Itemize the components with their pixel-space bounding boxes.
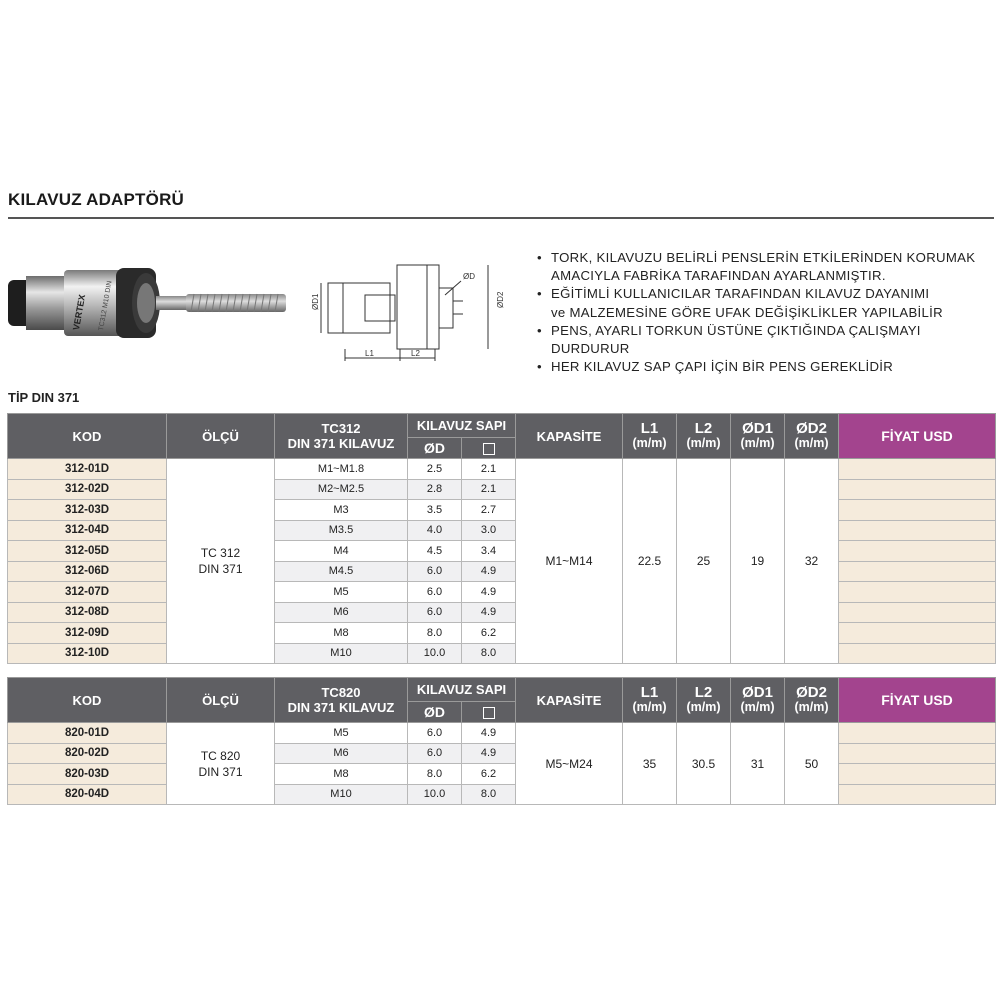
- cell-price: [839, 459, 996, 480]
- table-row: [8, 602, 996, 623]
- table-row: [8, 743, 996, 764]
- header-kod: KOD: [8, 678, 167, 723]
- table-row: [8, 500, 996, 521]
- cell-price: [839, 520, 996, 541]
- cell-kod: 820-03D: [8, 764, 167, 785]
- header-kapasite: KAPASİTE: [516, 678, 623, 723]
- header-fiyat: FİYAT USD: [839, 678, 996, 723]
- cell-square: 4.9: [462, 582, 516, 603]
- cell-price: [839, 643, 996, 664]
- header-od: ØD: [408, 702, 462, 723]
- spec-table-tc820: [7, 677, 996, 805]
- header-tc: TC312 DIN 371 KILAVUZ: [275, 414, 408, 459]
- square-shank-icon: [462, 438, 516, 459]
- table-row: [8, 541, 996, 562]
- note-item: • TORK, KILAVUZU BELİRLİ PENSLERİN ETKİLERİNDEN KORUMAK AMACIYLA FABRİKA TARAFINDAN AYARLANMIŞTIR.: [537, 250, 976, 284]
- table-row: [8, 643, 996, 664]
- cell-od: 10.0: [408, 784, 462, 805]
- cell-square: 2.1: [462, 459, 516, 480]
- cell-od: 8.0: [408, 764, 462, 785]
- header-fiyat: FİYAT USD: [839, 414, 996, 459]
- cell-square: 8.0: [462, 784, 516, 805]
- header-od1: ØD1 (m/m): [731, 678, 785, 723]
- table-row: [8, 479, 996, 500]
- header-kapasite: KAPASİTE: [516, 414, 623, 459]
- brand-engraving: VERTEX: [71, 293, 88, 331]
- cell-square: 4.9: [462, 723, 516, 744]
- cell-od: 4.5: [408, 541, 462, 562]
- cell-l2: 30.5: [677, 723, 731, 805]
- cell-price: [839, 784, 996, 805]
- note-item: • PENS, AYARLI TORKUN ÜSTÜNE ÇIKTIĞINDA ÇALIŞMAYI DURDURUR: [537, 322, 921, 357]
- cell-tap-size: M8: [275, 623, 408, 644]
- cell-price: [839, 743, 996, 764]
- tap-adapter-photo-icon: [6, 254, 291, 346]
- cell-tap-size: M8: [275, 764, 408, 785]
- cell-price: [839, 541, 996, 562]
- note-item: • HER KILAVUZ SAP ÇAPI İÇİN BİR PENS GEREKLİDİR: [537, 359, 894, 375]
- cell-kod: 312-07D: [8, 582, 167, 603]
- cell-od1: 31: [731, 723, 785, 805]
- header-od: ØD: [408, 438, 462, 459]
- technical-drawing-icon: [305, 255, 505, 365]
- l1-label: L1: [365, 349, 374, 358]
- cell-square: 8.0: [462, 643, 516, 664]
- cell-tap-size: M1~M1.8: [275, 459, 408, 480]
- cell-tap-size: M4: [275, 541, 408, 562]
- cell-square: 6.2: [462, 764, 516, 785]
- header-kilavuz-sapi: KILAVUZ SAPI: [408, 678, 516, 702]
- table-row: [8, 623, 996, 644]
- cell-od: 6.0: [408, 582, 462, 603]
- cell-od: 10.0: [408, 643, 462, 664]
- cell-od: 6.0: [408, 602, 462, 623]
- cell-l1: 22.5: [623, 459, 677, 664]
- cell-olcu: TC 312 DIN 371: [167, 459, 275, 664]
- cell-square: 2.7: [462, 500, 516, 521]
- cell-od: 8.0: [408, 623, 462, 644]
- cell-tap-size: M3.5: [275, 520, 408, 541]
- cell-kapasite: M1~M14: [516, 459, 623, 664]
- cell-od: 6.0: [408, 743, 462, 764]
- cell-square: 4.9: [462, 602, 516, 623]
- feature-notes: [537, 249, 997, 376]
- cell-od: 4.0: [408, 520, 462, 541]
- table-row: [8, 723, 996, 744]
- header-l2: L2 (m/m): [677, 678, 731, 723]
- cell-kod: 312-01D: [8, 459, 167, 480]
- header-olcu: ÖLÇÜ: [167, 414, 275, 459]
- header-kod: KOD: [8, 414, 167, 459]
- table-row: [8, 764, 996, 785]
- cell-price: [839, 479, 996, 500]
- cell-kod: 312-09D: [8, 623, 167, 644]
- cell-price: [839, 500, 996, 521]
- cell-kod: 820-02D: [8, 743, 167, 764]
- cell-od: 6.0: [408, 561, 462, 582]
- header-od1: ØD1 (m/m): [731, 414, 785, 459]
- cell-kod: 312-10D: [8, 643, 167, 664]
- cell-square: 4.9: [462, 561, 516, 582]
- header-l2: L2 (m/m): [677, 414, 731, 459]
- cell-od2: 50: [785, 723, 839, 805]
- cell-tap-size: M6: [275, 743, 408, 764]
- cell-price: [839, 582, 996, 603]
- cell-kod: 312-04D: [8, 520, 167, 541]
- d1-label: ØD1: [311, 293, 320, 310]
- cell-olcu: TC 820 DIN 371: [167, 723, 275, 805]
- cell-kapasite: M5~M24: [516, 723, 623, 805]
- note-item: • EĞİTİMLİ KULLANICILAR TARAFINDAN KILAVUZ DAYANIMI ve MALZEMESİNE GÖRE UFAK DEĞİŞİKLİKLER YAPILABİLİR: [537, 286, 943, 320]
- cell-tap-size: M10: [275, 643, 408, 664]
- cell-od2: 32: [785, 459, 839, 664]
- cell-square: 4.9: [462, 743, 516, 764]
- cell-price: [839, 602, 996, 623]
- cell-price: [839, 723, 996, 744]
- cell-kod: 820-01D: [8, 723, 167, 744]
- cell-kod: 312-08D: [8, 602, 167, 623]
- cell-price: [839, 623, 996, 644]
- cell-tap-size: M3: [275, 500, 408, 521]
- header-kilavuz-sapi: KILAVUZ SAPI: [408, 414, 516, 438]
- section-subtitle: TİP DIN 371: [8, 390, 80, 405]
- cell-od: 2.5: [408, 459, 462, 480]
- cell-price: [839, 561, 996, 582]
- cell-tap-size: M4.5: [275, 561, 408, 582]
- d-label: ØD: [463, 272, 475, 281]
- header-od2: ØD2 (m/m): [785, 414, 839, 459]
- cell-price: [839, 764, 996, 785]
- spec-table-tc312: [7, 413, 996, 664]
- cell-od: 6.0: [408, 723, 462, 744]
- cell-kod: 312-03D: [8, 500, 167, 521]
- square-shank-icon: [462, 702, 516, 723]
- cell-kod: 312-05D: [8, 541, 167, 562]
- header-l1: L1 (m/m): [623, 678, 677, 723]
- cell-kod: 820-04D: [8, 784, 167, 805]
- l2-label: L2: [411, 349, 420, 358]
- model-engraving: TC312 M10 DIN: [97, 280, 114, 332]
- cell-od: 3.5: [408, 500, 462, 521]
- d2-label: ØD2: [496, 291, 505, 308]
- cell-tap-size: M5: [275, 723, 408, 744]
- cell-l1: 35: [623, 723, 677, 805]
- cell-tap-size: M10: [275, 784, 408, 805]
- cell-od1: 19: [731, 459, 785, 664]
- cell-square: 3.0: [462, 520, 516, 541]
- cell-tap-size: M5: [275, 582, 408, 603]
- header-od2: ØD2 (m/m): [785, 678, 839, 723]
- table-row: [8, 784, 996, 805]
- cell-square: 3.4: [462, 541, 516, 562]
- table-row: [8, 459, 996, 480]
- table-row: [8, 561, 996, 582]
- header-l1: L1 (m/m): [623, 414, 677, 459]
- cell-square: 2.1: [462, 479, 516, 500]
- header-olcu: ÖLÇÜ: [167, 678, 275, 723]
- header-tc: TC820 DIN 371 KILAVUZ: [275, 678, 408, 723]
- title-divider: [8, 217, 994, 219]
- cell-od: 2.8: [408, 479, 462, 500]
- table-row: [8, 520, 996, 541]
- table-row: [8, 582, 996, 603]
- cell-l2: 25: [677, 459, 731, 664]
- cell-kod: 312-02D: [8, 479, 167, 500]
- page-title: KILAVUZ ADAPTÖRÜ: [8, 190, 185, 209]
- cell-square: 6.2: [462, 623, 516, 644]
- cell-kod: 312-06D: [8, 561, 167, 582]
- cell-tap-size: M2~M2.5: [275, 479, 408, 500]
- cell-tap-size: M6: [275, 602, 408, 623]
